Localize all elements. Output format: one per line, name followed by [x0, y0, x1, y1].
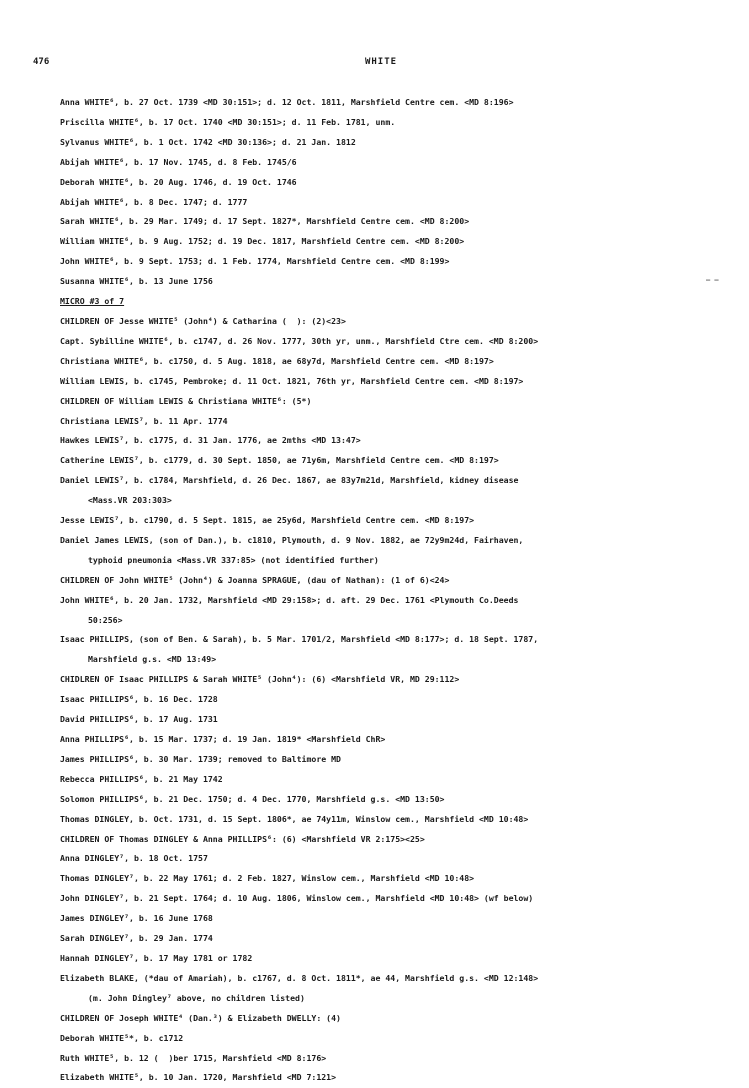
page-header: [33, 57, 729, 71]
text-line: Abijah WHITE⁶, b. 17 Nov. 1745, d. 8 Feb. 1745/6: [60, 156, 297, 167]
text-line: Deborah WHITE⁶, b. 20 Aug. 1746, d. 19 Oct. 1746: [60, 176, 297, 187]
text-line: William LEWIS, b. c1745, Pembroke; d. 11 Oct. 1821, 76th yr, Marshfield Centre cem. <MD 8:197>: [60, 375, 524, 386]
page-title: WHITE: [364, 57, 398, 67]
text-line: John DINGLEY⁷, b. 21 Sept. 1764; d. 10 Aug. 1806, Winslow cem., Marshfield <MD 10:48> (wf below): [60, 893, 534, 904]
text-line: Elizabeth BLAKE, (*dau of Amariah), b. c1767, d. 8 Oct. 1811*, ae 44, Marshfield g.s. <MD 12:148>: [60, 972, 539, 983]
genealogy-text: [60, 93, 740, 1088]
text-line: Marshfield g.s. <MD 13:49>: [88, 654, 217, 665]
text-line: Isaac PHILLIPS, (son of Ben. & Sarah), b. 5 Mar. 1701/2, Marshfield <MD 8:177>; d. 18 Sept. 1787,: [60, 634, 539, 645]
page-number: 476: [33, 57, 50, 67]
text-line: Sarah WHITE⁶, b. 29 Mar. 1749; d. 17 Sept. 1827*, Marshfield Centre cem. <MD 8:200>: [60, 216, 470, 227]
text-line: Christiana LEWIS⁷, b. 11 Apr. 1774: [60, 415, 228, 426]
text-line: James DINGLEY⁷, b. 16 June 1768: [60, 913, 213, 924]
text-line: Rebecca PHILLIPS⁶, b. 21 May 1742: [60, 773, 223, 784]
text-line: 50:256>: [88, 614, 123, 625]
text-line: Catherine LEWIS⁷, b. c1779, d. 30 Sept. 1850, ae 71y6m, Marshfield Centre cem. <MD 8:197>: [60, 455, 499, 466]
text-line: Daniel LEWIS⁷, b. c1784, Marshfield, d. 26 Dec. 1867, ae 83y7m21d, Marshfield, kidney disease: [60, 475, 519, 486]
text-line: Deborah WHITE⁵*, b. c1712: [60, 1032, 184, 1043]
text-line: Ruth WHITE⁵, b. 12 ( )ber 1715, Marshfield <MD 8:176>: [60, 1052, 327, 1063]
text-line: Jesse LEWIS⁷, b. c1790, d. 5 Sept. 1815, ae 25y6d, Marshfield Centre cem. <MD 8:197>: [60, 515, 475, 526]
text-line: John WHITE⁶, b. 9 Sept. 1753; d. 1 Feb. 1774, Marshfield Centre cem. <MD 8:199>: [60, 256, 450, 267]
text-line: Sylvanus WHITE⁶, b. 1 Oct. 1742 <MD 30:136>; d. 21 Jan. 1812: [60, 136, 356, 147]
text-line: CHILDREN OF Joseph WHITE⁴ (Dan.³) & Elizabeth DWELLY: (4): [60, 1012, 341, 1023]
text-line: CHILDREN OF William LEWIS & Christiana WHITE⁶: (5*): [60, 395, 312, 406]
text-line: William WHITE⁶, b. 9 Aug. 1752; d. 19 Dec. 1817, Marshfield Centre cem. <MD 8:200>: [60, 236, 465, 247]
text-line: Elizabeth WHITE⁵, b. 10 Jan. 1720, Marshfield <MD 7:121>: [60, 1072, 337, 1083]
text-line: Anna WHITE⁶, b. 27 Oct. 1739 <MD 30:151>; d. 12 Oct. 1811, Marshfield Centre cem. <MD 8:196>: [60, 97, 514, 107]
text-line: Anna PHILLIPS⁶, b. 15 Mar. 1737; d. 19 Jan. 1819* <Marshfield ChR>: [60, 734, 386, 744]
text-line: typhoid pneumonia <Mass.VR 337:85> (not identified further): [88, 554, 379, 565]
text-line: Isaac PHILLIPS⁶, b. 16 Dec. 1728: [60, 694, 218, 705]
text-line: MICRO #3 of 7: [60, 296, 125, 307]
text-line: James PHILLIPS⁶, b. 30 Mar. 1739; removed to Baltimore MD: [60, 753, 341, 764]
text-line: Sarah DINGLEY⁷, b. 29 Jan. 1774: [60, 933, 213, 944]
text-line: Thomas DINGLEY, b. Oct. 1731, d. 15 Sept. 1806*, ae 74y11m, Winslow cem., Marshfield <MD 10:48>: [60, 813, 529, 824]
text-line: Hannah DINGLEY⁷, b. 17 May 1781 or 1782: [60, 952, 253, 963]
margin-mark: — —: [706, 276, 719, 284]
text-line: Anna DINGLEY⁷, b. 18 Oct. 1757: [60, 853, 208, 864]
text-line: Christiana WHITE⁶, b. c1750, d. 5 Aug. 1818, ae 68y7d, Marshfield Centre cem. <MD 8:197>: [60, 355, 494, 366]
text-line: Daniel James LEWIS, (son of Dan.), b. c1810, Plymouth, d. 9 Nov. 1882, ae 72y9m24d, Fairhaven,: [60, 534, 524, 545]
text-line: Capt. Sybilline WHITE⁶, b. c1747, d. 26 Nov. 1777, 30th yr, unm., Marshfield Ctre cem. <MD 8:200>: [60, 335, 539, 346]
text-line: <Mass.VR 203:303>: [88, 495, 172, 506]
text-line: Susanna WHITE⁶, b. 13 June 1756: [60, 276, 213, 287]
text-line: CHIDLREN OF Isaac PHILLIPS & Sarah WHITE⁵ (John⁴): (6) <Marshfield VR, MD 29:112>: [60, 674, 460, 685]
text-line: Priscilla WHITE⁶, b. 17 Oct. 1740 <MD 30:151>; d. 11 Feb. 1781, unm.: [60, 116, 396, 127]
text-line: John WHITE⁶, b. 20 Jan. 1732, Marshfield <MD 29:158>; d. aft. 29 Dec. 1761 <Plymouth Co.Deeds: [60, 594, 519, 605]
text-line: CHILDREN OF John WHITE⁵ (John⁴) & Joanna SPRAGUE, (dau of Nathan): (1 of 6)<24>: [60, 574, 450, 585]
text-line: Thomas DINGLEY⁷, b. 22 May 1761; d. 2 Feb. 1827, Winslow cem., Marshfield <MD 10:48>: [60, 873, 475, 884]
text-line: David PHILLIPS⁶, b. 17 Aug. 1731: [60, 714, 218, 725]
text-line: Abijah WHITE⁶, b. 8 Dec. 1747; d. 1777: [60, 196, 248, 207]
text-line: CHILDREN OF Thomas DINGLEY & Anna PHILLIPS⁶: (6) <Marshfield VR 2:175><25>: [60, 833, 425, 844]
text-line: (m. John Dingley⁷ above, no children listed): [88, 992, 305, 1003]
text-line: Hawkes LEWIS⁷, b. c1775, d. 31 Jan. 1776, ae 2mths <MD 13:47>: [60, 435, 361, 446]
text-line: CHILDREN OF Jesse WHITE⁵ (John⁴) & Catharina ( ): (2)<23>: [60, 315, 346, 326]
text-line: Solomon PHILLIPS⁶, b. 21 Dec. 1750; d. 4 Dec. 1770, Marshfield g.s. <MD 13:50>: [60, 793, 445, 804]
